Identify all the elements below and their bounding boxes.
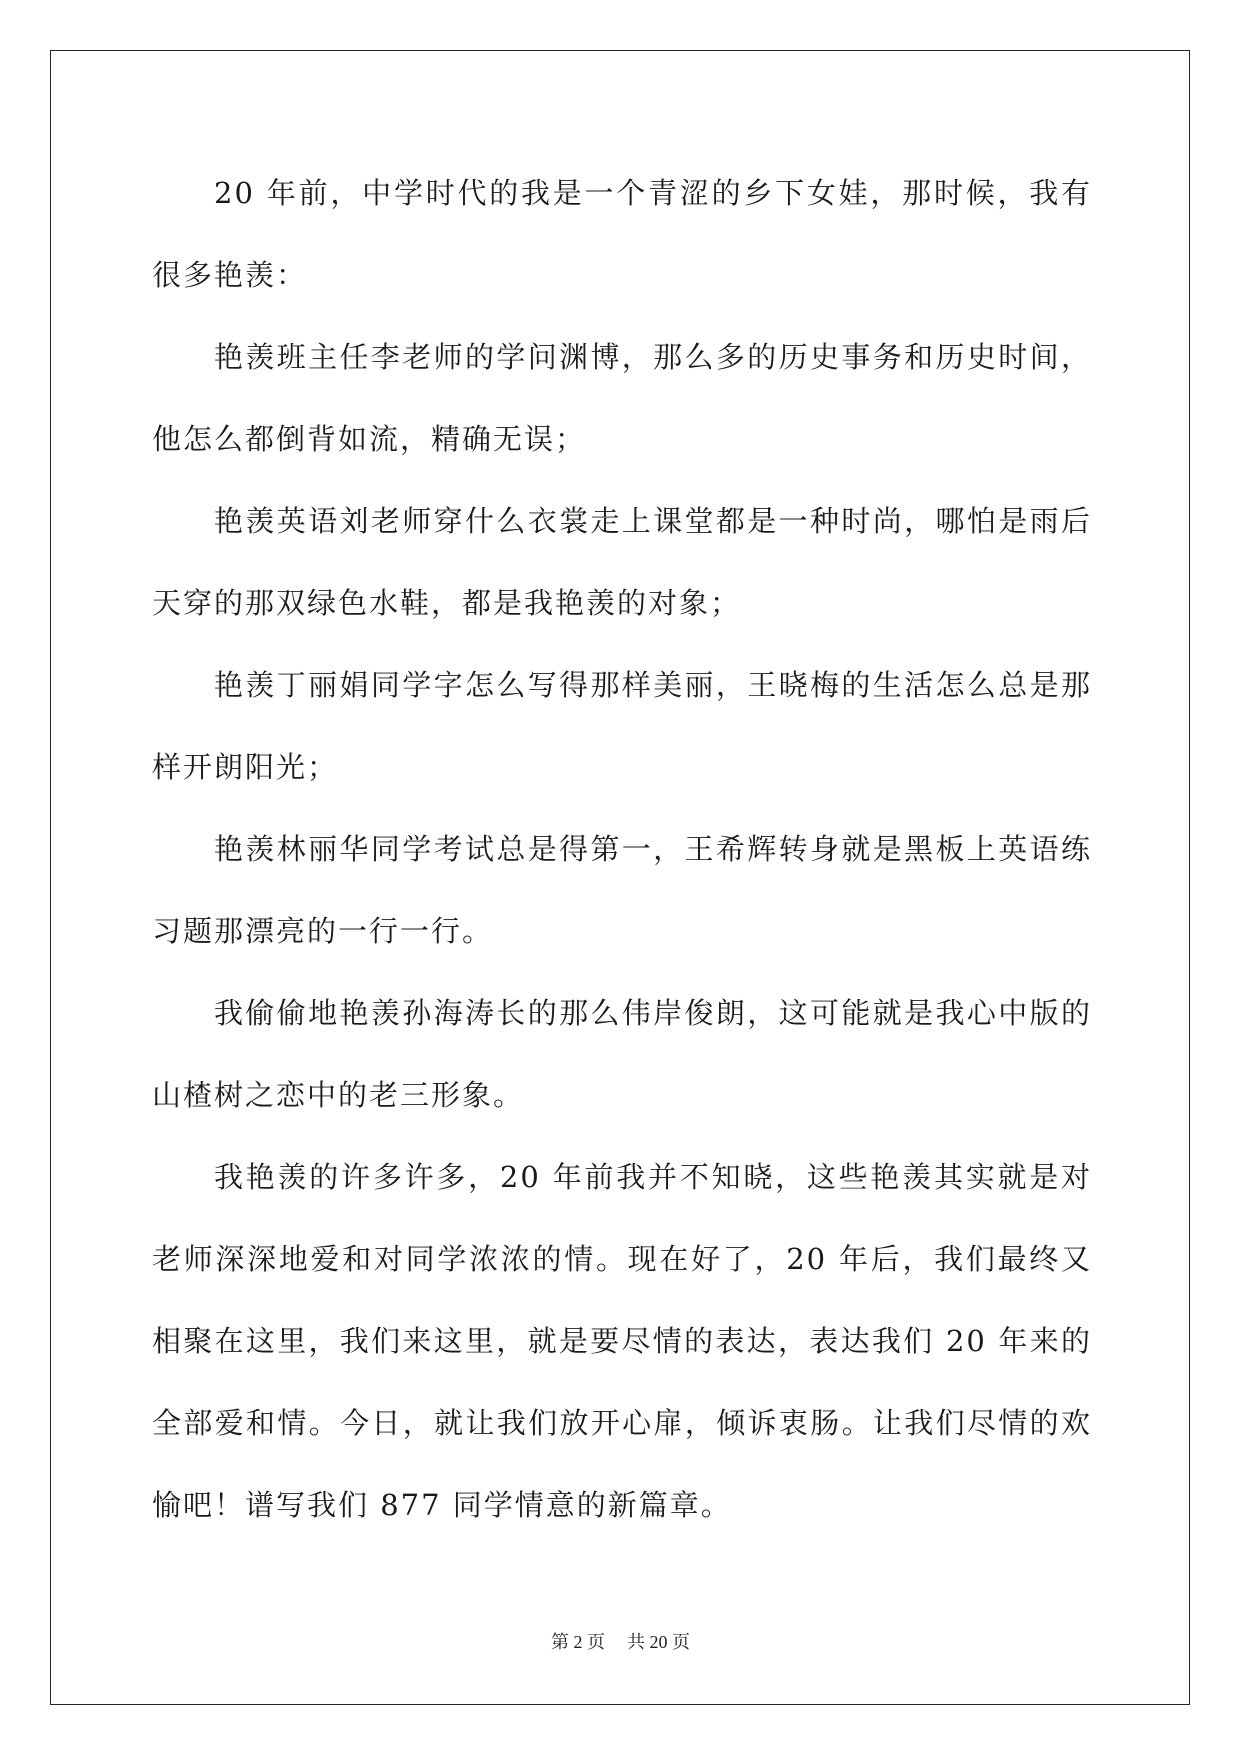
paragraph: 我艳羡的许多许多，20 年前我并不知晓，这些艳羡其实就是对老师深深地爱和对同学浓浓的情。现在好了，20 年后，我们最终又相聚在这里，我们来这里，就是要尽情的表达，表达我们 20 年来的全部爱和情。今日，就让我们放开心扉，倾诉衷肠。让我们尽情的欢愉吧！谱写我们 877 同学情意的新篇章。 bbox=[152, 1160, 1092, 1522]
paragraph: 艳羡丁丽娟同学字怎么写得那样美丽，王晓梅的生活怎么总是那样开朗阳光； bbox=[152, 668, 1092, 784]
page-footer bbox=[0, 1628, 1241, 1654]
paragraph: 艳羡林丽华同学考试总是得第一，王希辉转身就是黑板上英语练习题那漂亮的一行一行。 bbox=[152, 832, 1092, 948]
paragraph: 20 年前，中学时代的我是一个青涩的乡下女娃，那时候，我有很多艳羡： bbox=[152, 176, 1092, 292]
paragraph: 艳羡英语刘老师穿什么衣裳走上课堂都是一种时尚，哪怕是雨后天穿的那双绿色水鞋，都是我艳羡的对象； bbox=[152, 504, 1092, 620]
page-total: 共 20 页 bbox=[627, 1632, 690, 1652]
paragraph: 我偷偷地艳羡孙海涛长的那么伟岸俊朗，这可能就是我心中版的山楂树之恋中的老三形象。 bbox=[152, 996, 1092, 1112]
paragraph: 艳羡班主任李老师的学问渊博，那么多的历史事务和历史时间，他怎么都倒背如流，精确无误； bbox=[152, 340, 1092, 456]
document-body bbox=[152, 152, 1092, 1546]
page-number: 第 2 页 bbox=[551, 1632, 605, 1652]
